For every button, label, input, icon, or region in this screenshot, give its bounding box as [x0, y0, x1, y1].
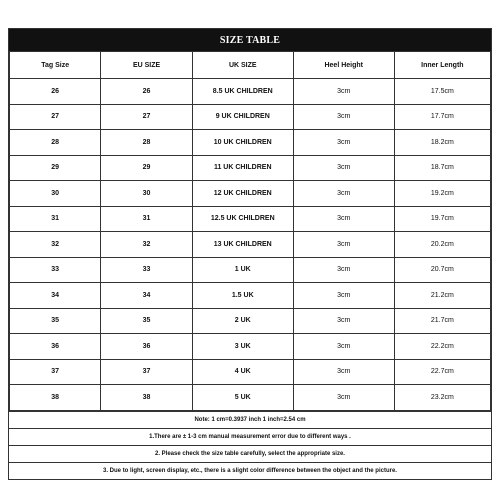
- cell-uk-size: 9 UK CHILDREN: [192, 104, 293, 130]
- size-table: [9, 51, 491, 411]
- cell-tag-size: 27: [10, 104, 101, 130]
- cell-eu-size: 36: [101, 334, 192, 360]
- header-eu-size: EU SIZE: [101, 52, 192, 79]
- cell-inner-length: 19.2cm: [394, 181, 490, 207]
- header-uk-size: UK SIZE: [192, 52, 293, 79]
- cell-tag-size: 32: [10, 232, 101, 258]
- cell-eu-size: 37: [101, 359, 192, 385]
- size-table-sheet: [8, 28, 492, 480]
- cell-heel-height: 3cm: [293, 104, 394, 130]
- cell-inner-length: 21.7cm: [394, 308, 490, 334]
- cell-eu-size: 26: [101, 79, 192, 105]
- table-row: [10, 283, 491, 309]
- cell-uk-size: 2 UK: [192, 308, 293, 334]
- cell-heel-height: 3cm: [293, 130, 394, 156]
- cell-tag-size: 37: [10, 359, 101, 385]
- note-check-table: 2. Please check the size table carefully, select the appropriate size.: [9, 446, 491, 463]
- cell-heel-height: 3cm: [293, 232, 394, 258]
- cell-inner-length: 23.2cm: [394, 385, 490, 411]
- cell-heel-height: 3cm: [293, 181, 394, 207]
- cell-eu-size: 32: [101, 232, 192, 258]
- cell-eu-size: 31: [101, 206, 192, 232]
- table-row: [10, 130, 491, 156]
- cell-eu-size: 33: [101, 257, 192, 283]
- cell-uk-size: 5 UK: [192, 385, 293, 411]
- notes-section: [9, 411, 491, 479]
- cell-uk-size: 1.5 UK: [192, 283, 293, 309]
- table-row: [10, 104, 491, 130]
- cell-heel-height: 3cm: [293, 79, 394, 105]
- cell-tag-size: 36: [10, 334, 101, 360]
- header-tag-size: Tag Size: [10, 52, 101, 79]
- cell-eu-size: 38: [101, 385, 192, 411]
- cell-uk-size: 12 UK CHILDREN: [192, 181, 293, 207]
- note-color-difference: 3. Due to light, screen display, etc., there is a slight color difference between the object and the picture.: [103, 467, 397, 474]
- cell-inner-length: 19.7cm: [394, 206, 490, 232]
- cell-tag-size: 35: [10, 308, 101, 334]
- cell-inner-length: 17.7cm: [394, 104, 490, 130]
- cell-eu-size: 30: [101, 181, 192, 207]
- cell-tag-size: 29: [10, 155, 101, 181]
- table-row: [10, 334, 491, 360]
- cell-heel-height: 3cm: [293, 359, 394, 385]
- cell-eu-size: 35: [101, 308, 192, 334]
- table-row: [10, 232, 491, 258]
- cell-inner-length: 22.2cm: [394, 334, 490, 360]
- cell-uk-size: 1 UK: [192, 257, 293, 283]
- table-row: [10, 79, 491, 105]
- cell-heel-height: 3cm: [293, 308, 394, 334]
- cell-heel-height: 3cm: [293, 334, 394, 360]
- cell-tag-size: 33: [10, 257, 101, 283]
- cell-uk-size: 12.5 UK CHILDREN: [192, 206, 293, 232]
- cell-inner-length: 20.2cm: [394, 232, 490, 258]
- cell-eu-size: 34: [101, 283, 192, 309]
- table-row: [10, 308, 491, 334]
- cell-tag-size: 28: [10, 130, 101, 156]
- cell-tag-size: 30: [10, 181, 101, 207]
- cell-inner-length: 18.7cm: [394, 155, 490, 181]
- table-row: [10, 257, 491, 283]
- cell-uk-size: 4 UK: [192, 359, 293, 385]
- note-measurement-error: 1.There are ± 1-3 cm manual measurement error due to different ways .: [9, 429, 491, 446]
- table-row: [10, 155, 491, 181]
- cell-tag-size: 38: [10, 385, 101, 411]
- size-table-title: SIZE TABLE: [9, 29, 491, 51]
- cell-inner-length: 21.2cm: [394, 283, 490, 309]
- cell-uk-size: 11 UK CHILDREN: [192, 155, 293, 181]
- cell-uk-size: 10 UK CHILDREN: [192, 130, 293, 156]
- cell-heel-height: 3cm: [293, 283, 394, 309]
- cell-inner-length: 18.2cm: [394, 130, 490, 156]
- cell-heel-height: 3cm: [293, 257, 394, 283]
- cell-eu-size: 28: [101, 130, 192, 156]
- table-row: [10, 385, 491, 411]
- note-conversion: Note: 1 cm=0.3937 inch 1 inch=2.54 cm: [9, 412, 491, 429]
- header-heel-height: Heel Height: [293, 52, 394, 79]
- table-row: [10, 359, 491, 385]
- cell-inner-length: 22.7cm: [394, 359, 490, 385]
- cell-uk-size: 8.5 UK CHILDREN: [192, 79, 293, 105]
- cell-inner-length: 20.7cm: [394, 257, 490, 283]
- cell-eu-size: 29: [101, 155, 192, 181]
- cell-tag-size: 34: [10, 283, 101, 309]
- table-row: [10, 181, 491, 207]
- cell-heel-height: 3cm: [293, 385, 394, 411]
- cell-uk-size: 3 UK: [192, 334, 293, 360]
- header-row: [10, 52, 491, 79]
- cell-heel-height: 3cm: [293, 206, 394, 232]
- header-inner-length: Inner Length: [394, 52, 490, 79]
- cell-uk-size: 13 UK CHILDREN: [192, 232, 293, 258]
- cell-tag-size: 26: [10, 79, 101, 105]
- cell-tag-size: 31: [10, 206, 101, 232]
- cell-eu-size: 27: [101, 104, 192, 130]
- cell-heel-height: 3cm: [293, 155, 394, 181]
- cell-inner-length: 17.5cm: [394, 79, 490, 105]
- table-row: [10, 206, 491, 232]
